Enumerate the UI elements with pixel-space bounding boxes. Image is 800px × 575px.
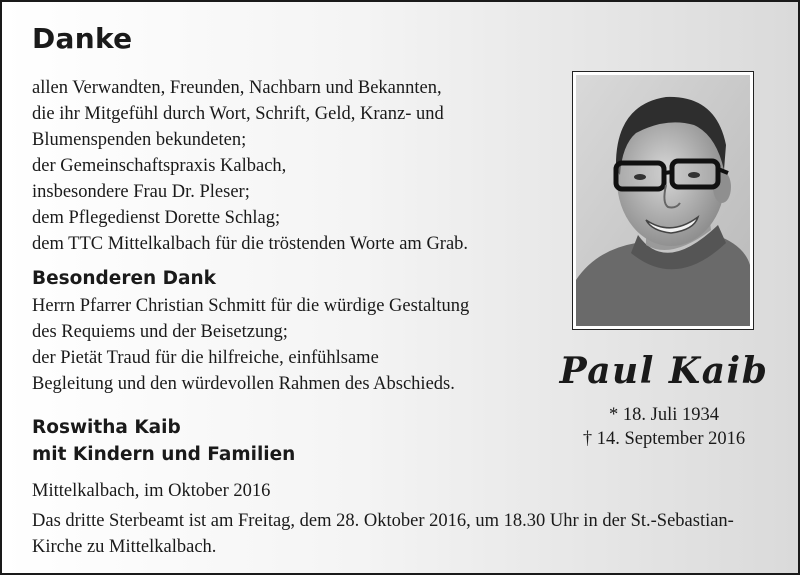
- thanks-line: allen Verwandten, Freunden, Nachbarn und Bekannten,: [32, 78, 442, 98]
- special-thanks-line: des Requiems und der Beisetzung;: [32, 322, 288, 342]
- special-thanks-line: Begleitung und den würdevollen Rahmen des Abschieds.: [32, 374, 455, 394]
- thanks-line: der Gemeinschaftspraxis Kalbach,: [32, 156, 287, 176]
- special-thanks-heading: Besonderen Dank: [32, 268, 216, 289]
- signer-block: [32, 414, 295, 468]
- notice-heading: Danke: [32, 22, 133, 55]
- thanks-line: dem Pflegedienst Dorette Schlag;: [32, 208, 281, 228]
- thanks-line: die ihr Mitgefühl durch Wort, Schrift, Geld, Kranz- und: [32, 104, 444, 124]
- signer-family: mit Kindern und Familien: [32, 444, 296, 465]
- portrait-image: [576, 75, 750, 326]
- death-date: † 14. September 2016: [582, 429, 746, 449]
- special-thanks-line: Herrn Pfarrer Christian Schmitt für die würdige Gestaltung: [32, 296, 470, 316]
- thanks-line: insbesondere Frau Dr. Pleser;: [32, 182, 250, 202]
- memorial-mass-announcement: Das dritte Sterbeamt ist am Freitag, dem 28. Oktober 2016, um 18.30 Uhr in der St.-Sebastian-Kirche zu Mittelkalbach.: [32, 511, 734, 557]
- special-thanks-list: [32, 293, 469, 397]
- place-date: Mittelkalbach, im Oktober 2016: [32, 481, 271, 501]
- special-thanks-line: der Pietät Traud für die hilfreiche, einfühlsame: [32, 348, 379, 368]
- signer-name: Roswitha Kaib: [32, 417, 181, 438]
- birth-date: * 18. Juli 1934: [609, 405, 719, 425]
- deceased-name: Paul Kaib: [559, 350, 769, 392]
- thanks-line: dem TTC Mittelkalbach für die tröstenden Worte am Grab.: [32, 234, 469, 254]
- thanks-line: Blumenspenden bekundeten;: [32, 130, 247, 150]
- thanks-list: [32, 75, 468, 257]
- portrait-photo: [572, 71, 754, 330]
